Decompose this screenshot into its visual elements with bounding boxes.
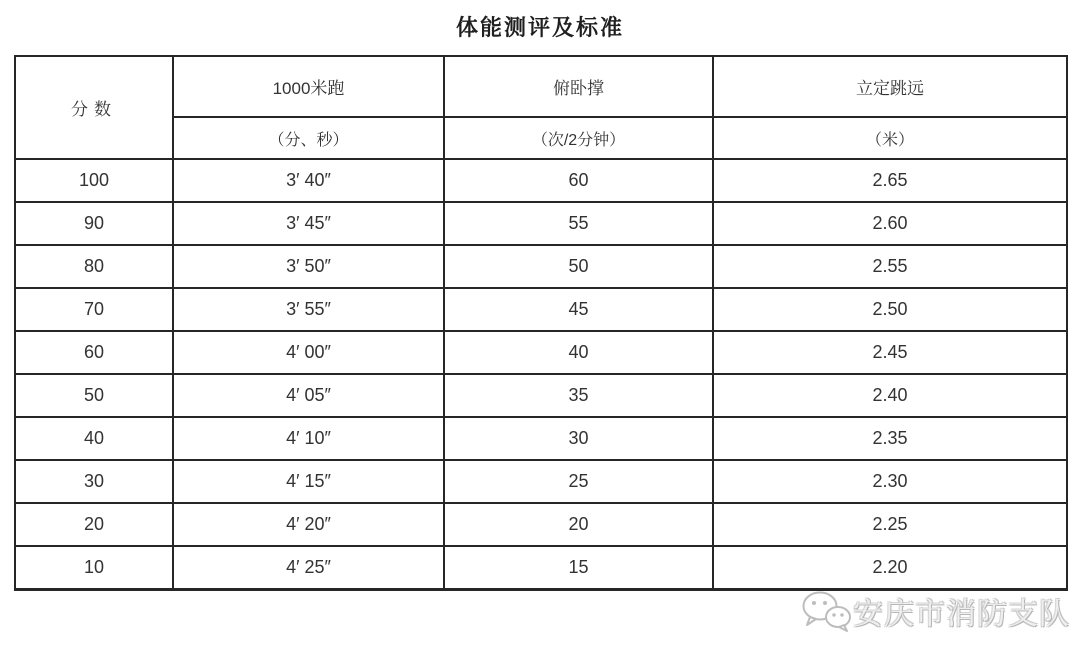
table-cell: 50 bbox=[444, 245, 713, 288]
table-cell: 2.40 bbox=[713, 374, 1067, 417]
table-row bbox=[15, 503, 1067, 546]
table-cell: 2.65 bbox=[713, 159, 1067, 202]
column-header-score: 分数 bbox=[15, 56, 173, 159]
fitness-standards-table bbox=[14, 55, 1068, 591]
table-cell: 4′ 15″ bbox=[173, 460, 444, 503]
table-row bbox=[15, 245, 1067, 288]
table-cell: 45 bbox=[444, 288, 713, 331]
column-header-long-jump: 立定跳远 bbox=[713, 56, 1067, 117]
table-cell: 100 bbox=[15, 159, 173, 202]
table-cell: 2.60 bbox=[713, 202, 1067, 245]
header-row-main bbox=[15, 56, 1067, 117]
table-cell: 2.50 bbox=[713, 288, 1067, 331]
unit-header-minutes-seconds: （分、秒） bbox=[173, 117, 444, 159]
table-cell: 2.35 bbox=[713, 417, 1067, 460]
watermark bbox=[800, 589, 1070, 633]
column-header-1000m-run: 1000米跑 bbox=[173, 56, 444, 117]
table-cell: 10 bbox=[15, 546, 173, 589]
table-row bbox=[15, 546, 1067, 589]
table-cell: 50 bbox=[15, 374, 173, 417]
table-cell: 25 bbox=[444, 460, 713, 503]
table-cell: 70 bbox=[15, 288, 173, 331]
table-cell: 40 bbox=[15, 417, 173, 460]
table-cell: 60 bbox=[444, 159, 713, 202]
table-row bbox=[15, 460, 1067, 503]
column-header-pushups: 俯卧撑 bbox=[444, 56, 713, 117]
wechat-icon bbox=[800, 589, 852, 633]
table-row bbox=[15, 374, 1067, 417]
table-cell: 4′ 25″ bbox=[173, 546, 444, 589]
table-cell: 20 bbox=[444, 503, 713, 546]
table-cell: 15 bbox=[444, 546, 713, 589]
table-row bbox=[15, 202, 1067, 245]
table-cell: 4′ 20″ bbox=[173, 503, 444, 546]
table-header bbox=[15, 56, 1067, 159]
table-cell: 4′ 10″ bbox=[173, 417, 444, 460]
table-cell: 40 bbox=[444, 331, 713, 374]
table-cell: 2.45 bbox=[713, 331, 1067, 374]
table-cell: 2.20 bbox=[713, 546, 1067, 589]
header-row-units bbox=[15, 117, 1067, 159]
table-cell: 3′ 45″ bbox=[173, 202, 444, 245]
table-cell: 3′ 50″ bbox=[173, 245, 444, 288]
table-cell: 90 bbox=[15, 202, 173, 245]
table-cell: 80 bbox=[15, 245, 173, 288]
unit-header-meters: （米） bbox=[713, 117, 1067, 159]
table-cell: 2.30 bbox=[713, 460, 1067, 503]
table-body bbox=[15, 159, 1067, 589]
table-row bbox=[15, 417, 1067, 460]
table-row bbox=[15, 159, 1067, 202]
table-cell: 2.25 bbox=[713, 503, 1067, 546]
table-row bbox=[15, 331, 1067, 374]
table-cell: 3′ 55″ bbox=[173, 288, 444, 331]
table-cell: 35 bbox=[444, 374, 713, 417]
table-cell: 30 bbox=[15, 460, 173, 503]
table-cell: 30 bbox=[444, 417, 713, 460]
table-row bbox=[15, 288, 1067, 331]
table-cell: 20 bbox=[15, 503, 173, 546]
table-cell: 3′ 40″ bbox=[173, 159, 444, 202]
table-cell: 4′ 05″ bbox=[173, 374, 444, 417]
table-cell: 2.55 bbox=[713, 245, 1067, 288]
table-cell: 4′ 00″ bbox=[173, 331, 444, 374]
watermark-text: 安庆市消防支队 bbox=[853, 598, 1070, 631]
page-title: 体能测评及标准 bbox=[455, 15, 624, 40]
table-cell: 60 bbox=[15, 331, 173, 374]
unit-header-reps-per-2min: （次/2分钟） bbox=[444, 117, 713, 159]
table-cell: 55 bbox=[444, 202, 713, 245]
